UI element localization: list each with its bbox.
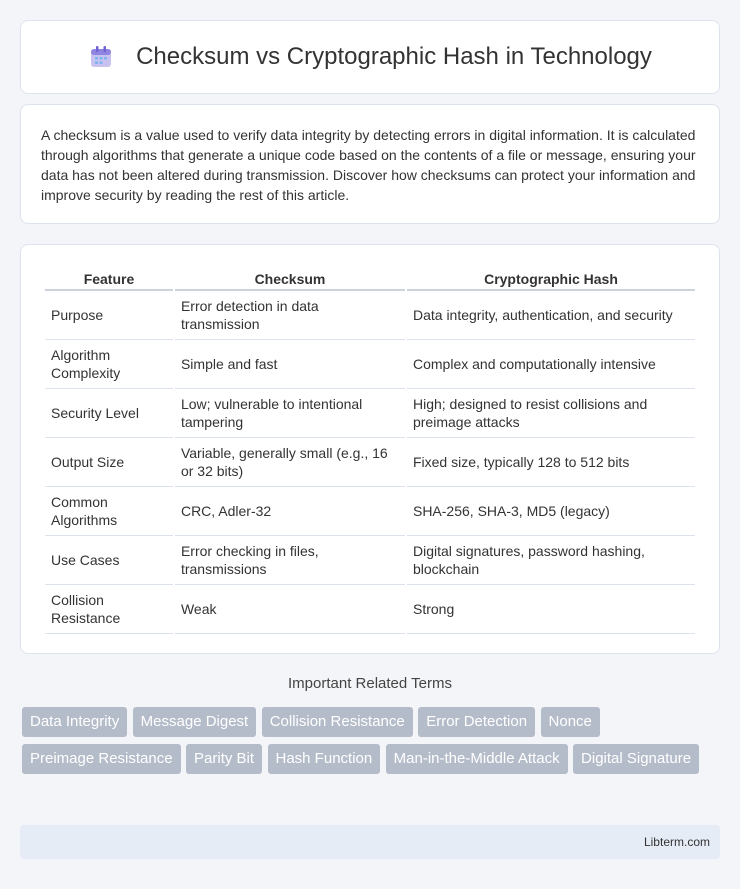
checksum-cell: Weak: [175, 585, 405, 634]
related-terms-heading: Important Related Terms: [288, 675, 452, 692]
tag-hash-function[interactable]: Hash Function: [268, 744, 381, 774]
page-title: Checksum vs Cryptographic Hash in Technology: [136, 43, 652, 70]
feature-cell: Purpose: [45, 291, 173, 340]
checksum-cell: Error detection in data transmission: [175, 291, 405, 340]
feature-cell: Collision Resistance: [45, 585, 173, 634]
tag-preimage-resistance[interactable]: Preimage Resistance: [22, 744, 181, 774]
hash-cell: Fixed size, typically 128 to 512 bits: [407, 438, 695, 487]
tag-error-detection[interactable]: Error Detection: [418, 707, 535, 737]
intro-paragraph: A checksum is a value used to verify data integrity by detecting errors in digital information. It is calculated through algorithms that generate a unique code based on the contents of a file or message, ensuring your data has not been altered during transmission. Discover how checksums can protect your information and improve security by reading the rest of this article.: [41, 127, 696, 203]
feature-cell: Output Size: [45, 438, 173, 487]
hash-cell: Strong: [407, 585, 695, 634]
table-row: [45, 585, 695, 634]
hash-cell: High; designed to resist collisions and preimage attacks: [407, 389, 695, 438]
calendar-icon: [88, 44, 114, 70]
table-header-row: [45, 265, 695, 291]
checksum-cell: Variable, generally small (e.g., 16 or 32 bits): [175, 438, 405, 487]
column-header: Checksum: [175, 265, 405, 291]
table-row: [45, 291, 695, 340]
comparison-table: [43, 265, 697, 634]
footer: [20, 825, 720, 859]
column-header: Cryptographic Hash: [407, 265, 695, 291]
table-row: [45, 487, 695, 536]
column-header: Feature: [45, 265, 173, 291]
tag-collision-resistance[interactable]: Collision Resistance: [262, 707, 413, 737]
feature-cell: Use Cases: [45, 536, 173, 585]
feature-cell: Security Level: [45, 389, 173, 438]
tag-digital-signature[interactable]: Digital Signature: [573, 744, 699, 774]
checksum-cell: Simple and fast: [175, 340, 405, 389]
tag-nonce[interactable]: Nonce: [541, 707, 600, 737]
checksum-cell: Low; vulnerable to intentional tampering: [175, 389, 405, 438]
footer-source-link[interactable]: Libterm.com: [643, 835, 710, 849]
tag-man-in-the-middle-attack[interactable]: Man-in-the-Middle Attack: [386, 744, 568, 774]
table-row: [45, 389, 695, 438]
hash-cell: Complex and computationally intensive: [407, 340, 695, 389]
related-terms-list: [22, 707, 722, 781]
tag-data-integrity[interactable]: Data Integrity: [22, 707, 127, 737]
table-row: [45, 438, 695, 487]
tag-message-digest[interactable]: Message Digest: [133, 707, 257, 737]
checksum-cell: Error checking in files, transmissions: [175, 536, 405, 585]
feature-cell: Common Algorithms: [45, 487, 173, 536]
table-row: [45, 340, 695, 389]
feature-cell: Algorithm Complexity: [45, 340, 173, 389]
comparison-table-card: [20, 244, 720, 654]
table-row: [45, 536, 695, 585]
hash-cell: SHA-256, SHA-3, MD5 (legacy): [407, 487, 695, 536]
checksum-cell: CRC, Adler-32: [175, 487, 405, 536]
title-card: [20, 20, 720, 94]
hash-cell: Digital signatures, password hashing, blockchain: [407, 536, 695, 585]
tag-parity-bit[interactable]: Parity Bit: [186, 744, 262, 774]
hash-cell: Data integrity, authentication, and security: [407, 291, 695, 340]
intro-card: [20, 104, 720, 224]
